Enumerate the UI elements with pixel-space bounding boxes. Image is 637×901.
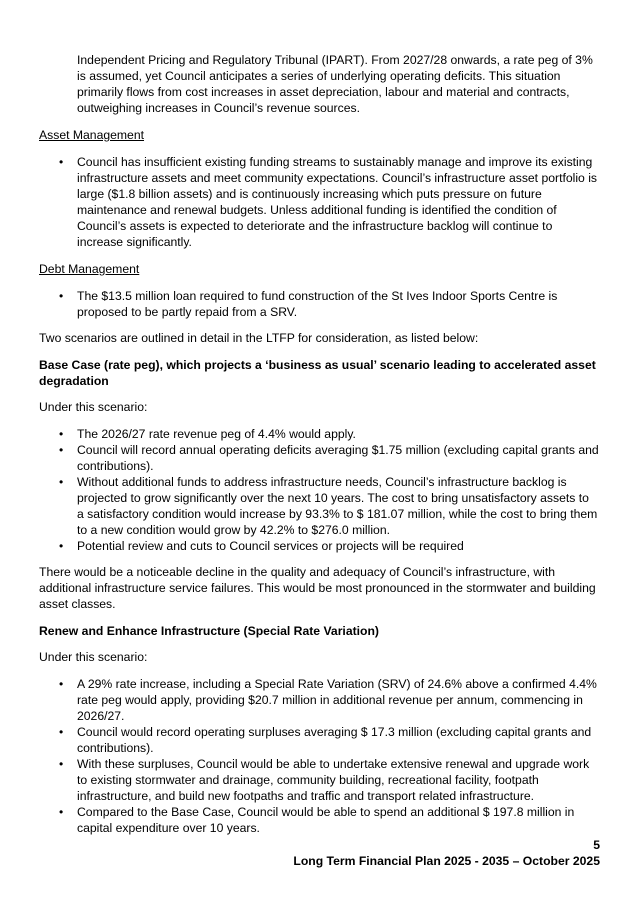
list-item: • Council would record operating surpluses averaging $ 17.3 million (excluding capital grants and contributions).	[59, 725, 592, 755]
asset-management-list	[39, 154, 599, 250]
intro-paragraph: Independent Pricing and Regulatory Tribunal (IPART). From 2027/28 onwards, a rate peg of 3% is assumed, yet Council anticipates a series of underlying operating deficits. This situation primarily flows from cost increases in asset depreciation, labour and material and contracts, outweighing increases in Council’s revenue sources.	[77, 53, 593, 115]
list-item: • Without additional funds to address infrastructure needs, Council’s infrastructure backlog is projected to grow significantly over the next 10 years. The cost to bring unsatisfactory assets to a satisfactory condition would increase by 93.3% to $ 181.07 million, while the cost to bring them to a new condition would grow by 42.2% to $276.0 million.	[59, 475, 598, 537]
page-footer	[293, 837, 600, 869]
list-item: • Council has insufficient existing funding streams to sustainably manage and improve its existing infrastructure assets and meet community expectations. Council’s infrastructure asset portfolio is large ($1.8 billion assets) and is continuously increasing which puts pressure on future maintenance and renewal budgets. Unless additional funding is identified the condition of Council’s assets is expected to deteriorate and the infrastructure backlog will continue to increase significantly.	[59, 155, 598, 249]
list-item: • The $13.5 million loan required to fund construction of the St Ives Indoor Sports Centre is proposed to be partly repaid from a SRV.	[59, 289, 558, 319]
base-case-list	[39, 426, 599, 554]
bullet-icon: •	[59, 725, 64, 739]
debt-management-list	[39, 288, 599, 320]
list-item: • A 29% rate increase, including a Special Rate Variation (SRV) of 24.6% above a confirmed 4.4% rate peg would apply, providing $20.7 million in additional revenue per annum, commencing in 2026/27.	[59, 677, 597, 723]
bullet-icon: •	[59, 757, 64, 771]
list-item: • Council will record annual operating deficits averaging $1.75 million (excluding capital grants and contributions).	[59, 443, 599, 473]
list-item: • With these surpluses, Council would be able to undertake extensive renewal and upgrade work to existing stormwater and drainage, community building, recreational facility, footpath infrastructure, and build new footpaths and traffic and transport related infrastructure.	[59, 757, 590, 803]
list-item: • Potential review and cuts to Council services or projects will be required	[59, 539, 464, 553]
list-item: • The 2026/27 rate revenue peg of 4.4% would apply.	[59, 427, 356, 441]
bullet-icon: •	[59, 443, 64, 457]
document-page	[39, 52, 599, 836]
bullet-icon: •	[59, 677, 64, 691]
bullet-icon: •	[59, 155, 64, 169]
bullet-icon: •	[59, 539, 64, 553]
renew-enhance-list	[39, 676, 599, 836]
base-case-lead: Under this scenario:	[39, 400, 148, 414]
base-case-heading: Base Case (rate peg), which projects a ‘business as usual’ scenario leading to accelerated asset degradation	[39, 358, 596, 388]
document-title: Long Term Financial Plan 2025 - 2035 – October 2025	[293, 854, 600, 868]
bullet-icon: •	[59, 289, 64, 303]
debt-management-heading: Debt Management	[39, 262, 140, 276]
bullet-icon: •	[59, 805, 64, 819]
scenarios-intro: Two scenarios are outlined in detail in the LTFP for consideration, as listed below:	[39, 331, 479, 345]
list-item: • Compared to the Base Case, Council would be able to spend an additional $ 197.8 million in capital expenditure over 10 years.	[59, 805, 575, 835]
renew-enhance-lead: Under this scenario:	[39, 650, 148, 664]
bullet-icon: •	[59, 475, 64, 489]
page-number: 5	[593, 838, 600, 852]
renew-enhance-heading: Renew and Enhance Infrastructure (Special Rate Variation)	[39, 624, 379, 638]
bullet-icon: •	[59, 427, 64, 441]
asset-management-heading: Asset Management	[39, 128, 145, 142]
base-case-closing: There would be a noticeable decline in the quality and adequacy of Council’s infrastructure, with additional infrastructure service failures. This would be most pronounced in the stormwater and building asset classes.	[39, 565, 596, 611]
